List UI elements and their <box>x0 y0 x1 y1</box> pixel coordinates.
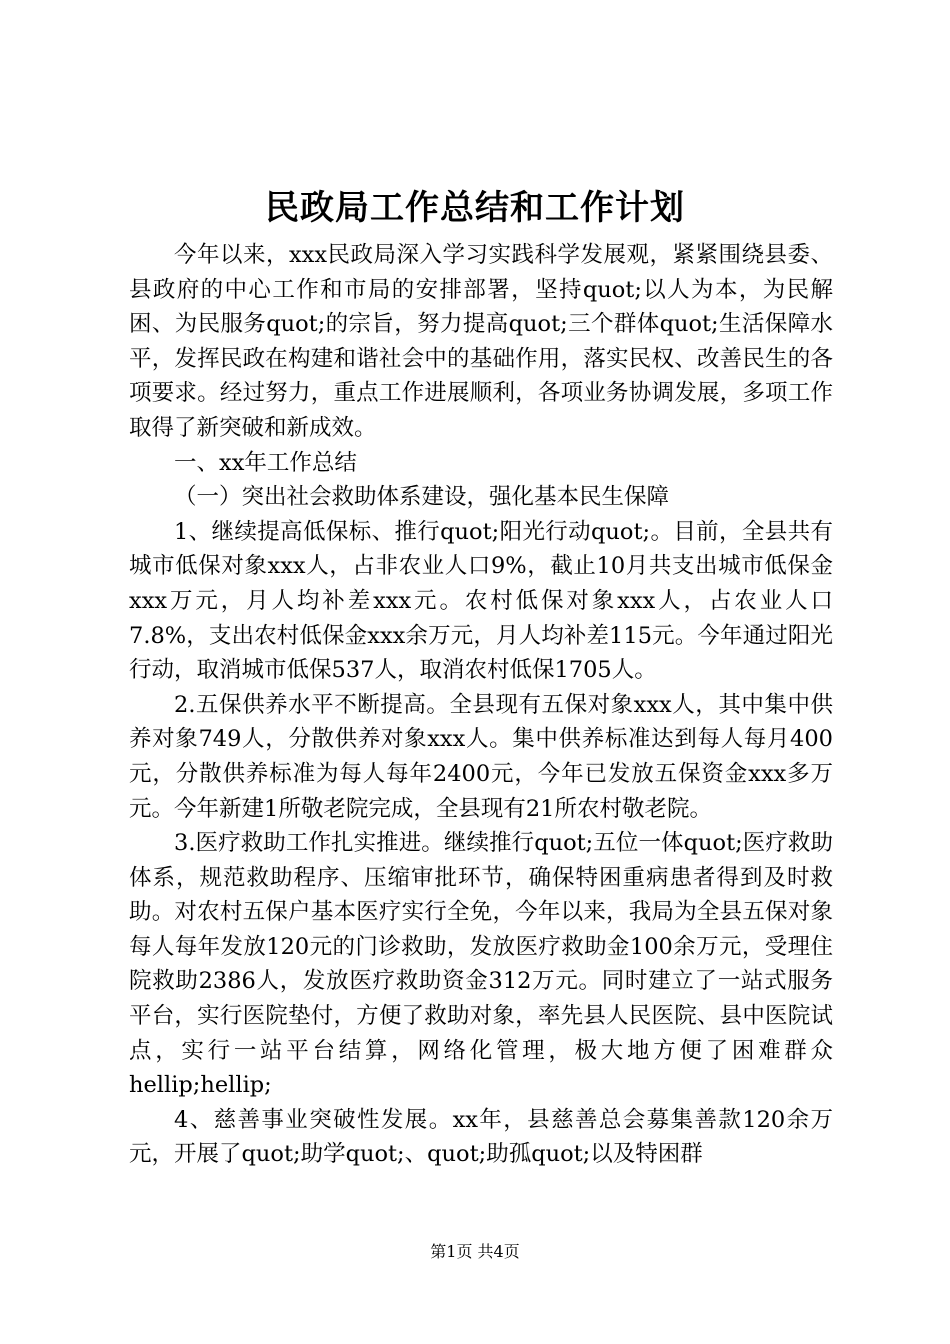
item-paragraph-3: 3.医疗救助工作扎实推进。继续推行quot;五位一体quot;医疗救助体系，规范救助程序、压缩审批环节，确保特困重病患者得到及时救助。对农村五保户基本医疗实行全免，今年以来，我局为全县五保对象每人每年发放120元的门诊救助，发放医疗救助金100余万元，受理住院救助2386人，发放医疗救助资金312万元。同时建立了一站式服务平台，实行医院垫付，方便了救助对象，率先县人民医院、县中医院试点，实行一站平台结算，网络化管理，极大地方便了困难群众hellip;hellip; <box>129 830 833 1099</box>
document-body <box>129 238 833 1172</box>
item-paragraph-2: 2.五保供养水平不断提高。全县现有五保对象xxx人，其中集中供养对象749人，分散供养对象xxx人。集中供养标准达到每人每月400元，分散供养标准为每人每年2400元，今年已发放五保资金xxx多万元。今年新建1所敬老院完成，全县现有21所农村敬老院。 <box>129 691 833 822</box>
intro-paragraph: 今年以来，xxx民政局深入学习实践科学发展观，紧紧围绕县委、县政府的中心工作和市局的安排部署，坚持quot;以人为本，为民解困、为民服务quot;的宗旨，努力提高quot;三个群体quot;生活保障水平，发挥民政在构建和谐社会中的基础作用，落实民权、改善民生的各项要求。经过努力，重点工作进展顺利，各项业务协调发展，多项工作取得了新突破和新成效。 <box>129 242 833 441</box>
item-paragraph-1: 1、继续提高低保标、推行quot;阳光行动quot;。目前，全县共有城市低保对象xxx人，占非农业人口9%，截止10月共支出城市低保金xxx万元，月人均补差xxx元。农村低保对象xxx人，占农业人口7.8%，支出农村低保金xxx余万元，月人均补差115元。今年通过阳光行动，取消城市低保537人，取消农村低保1705人。 <box>129 518 833 684</box>
section-heading: 一、xx年工作总结 <box>174 449 357 476</box>
item-paragraph-4: 4、慈善事业突破性发展。xx年，县慈善总会募集善款120余万元，开展了quot;助学quot;、quot;助孤quot;以及特困群 <box>129 1106 833 1168</box>
subsection-heading: （一）突出社会救助体系建设，强化基本民生保障 <box>174 484 670 511</box>
document-title: 民政局工作总结和工作计划 <box>265 188 685 228</box>
page-footer: 第1页 共4页 <box>430 1242 520 1261</box>
